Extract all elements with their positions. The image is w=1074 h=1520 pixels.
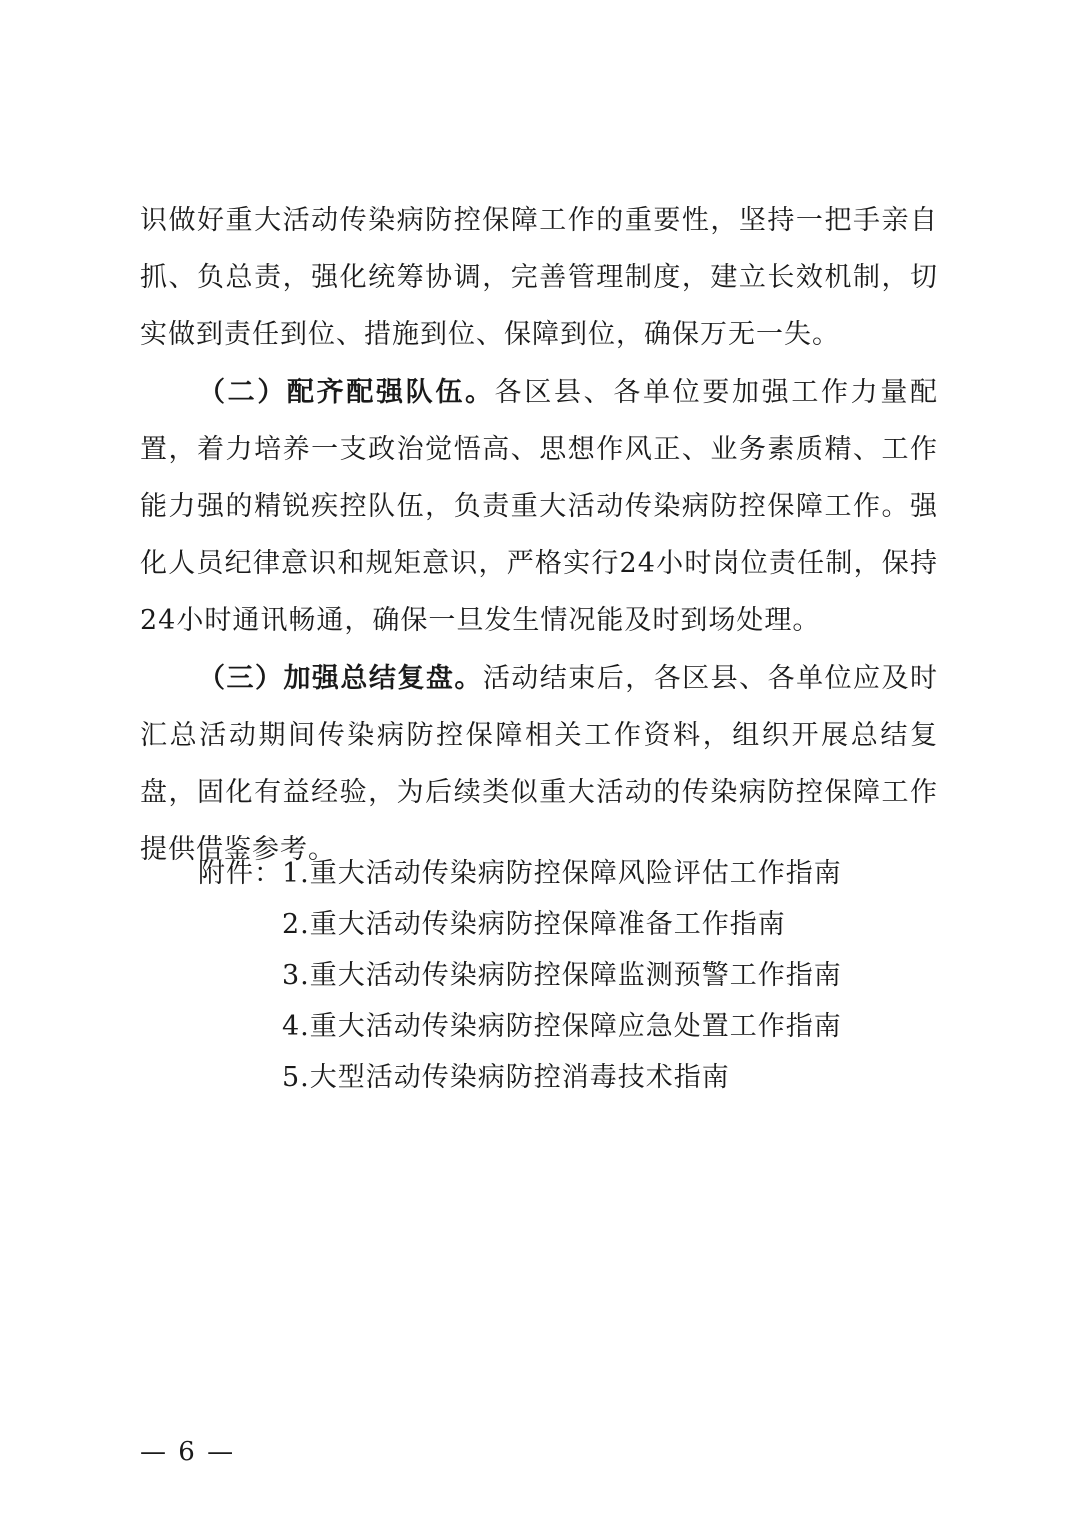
paragraph-1-text: 识做好重大活动传染病防控保障工作的重要性，坚持一把手亲自抓、负总责，强化统筹协调，完善管理制度，建立长效机制，切实做到责任到位、措施到位、保障到位，确保万无一失。 — [140, 205, 938, 351]
attachment-item-text: 4.重大活动传染病防控保障应急处置工作指南 — [282, 1011, 842, 1042]
paragraph-2-text: 各区县、各单位要加强工作力量配置，着力培养一支政治觉悟高、思想作风正、业务素质精、工作能力强的精锐疾控队伍，负责重大活动传染病防控保障工作。强化人员纪律意识和规矩意识，严格实行24小时岗位责任制，保持24小时通讯畅通，确保一旦发生情况能及时到场处理。 — [140, 376, 939, 637]
paragraph-2-heading: （二）配齐配强队伍。 — [198, 376, 495, 408]
attachment-item-text: 5.大型活动传染病防控消毒技术指南 — [282, 1062, 730, 1093]
attachment-item — [198, 950, 958, 1001]
attachments-list — [198, 848, 958, 1103]
attachment-item-text: 2.重大活动传染病防控保障准备工作指南 — [282, 909, 786, 940]
page-number: — 6 — — [140, 1437, 236, 1467]
paragraph-2 — [140, 364, 938, 650]
paragraph-3 — [140, 650, 938, 879]
paragraph-1 — [140, 192, 938, 364]
document-body — [140, 192, 938, 878]
attachment-item — [198, 899, 958, 950]
attachment-item-text: 1.重大活动传染病防控保障风险评估工作指南 — [282, 858, 842, 889]
paragraph-3-text: 活动结束后，各区县、各单位应及时汇总活动期间传染病防控保障相关工作资料，组织开展总结复盘，固化有益经验，为后续类似重大活动的传染病防控保障工作提供借鉴参考。 — [140, 662, 939, 866]
attachment-item — [198, 1001, 958, 1052]
paragraph-3-heading: （三）加强总结复盘。 — [198, 662, 483, 694]
attachment-item — [198, 848, 958, 899]
attachments-label: 附件： — [198, 858, 282, 889]
attachment-item — [198, 1052, 958, 1103]
attachment-item-text: 3.重大活动传染病防控保障监测预警工作指南 — [282, 960, 842, 991]
